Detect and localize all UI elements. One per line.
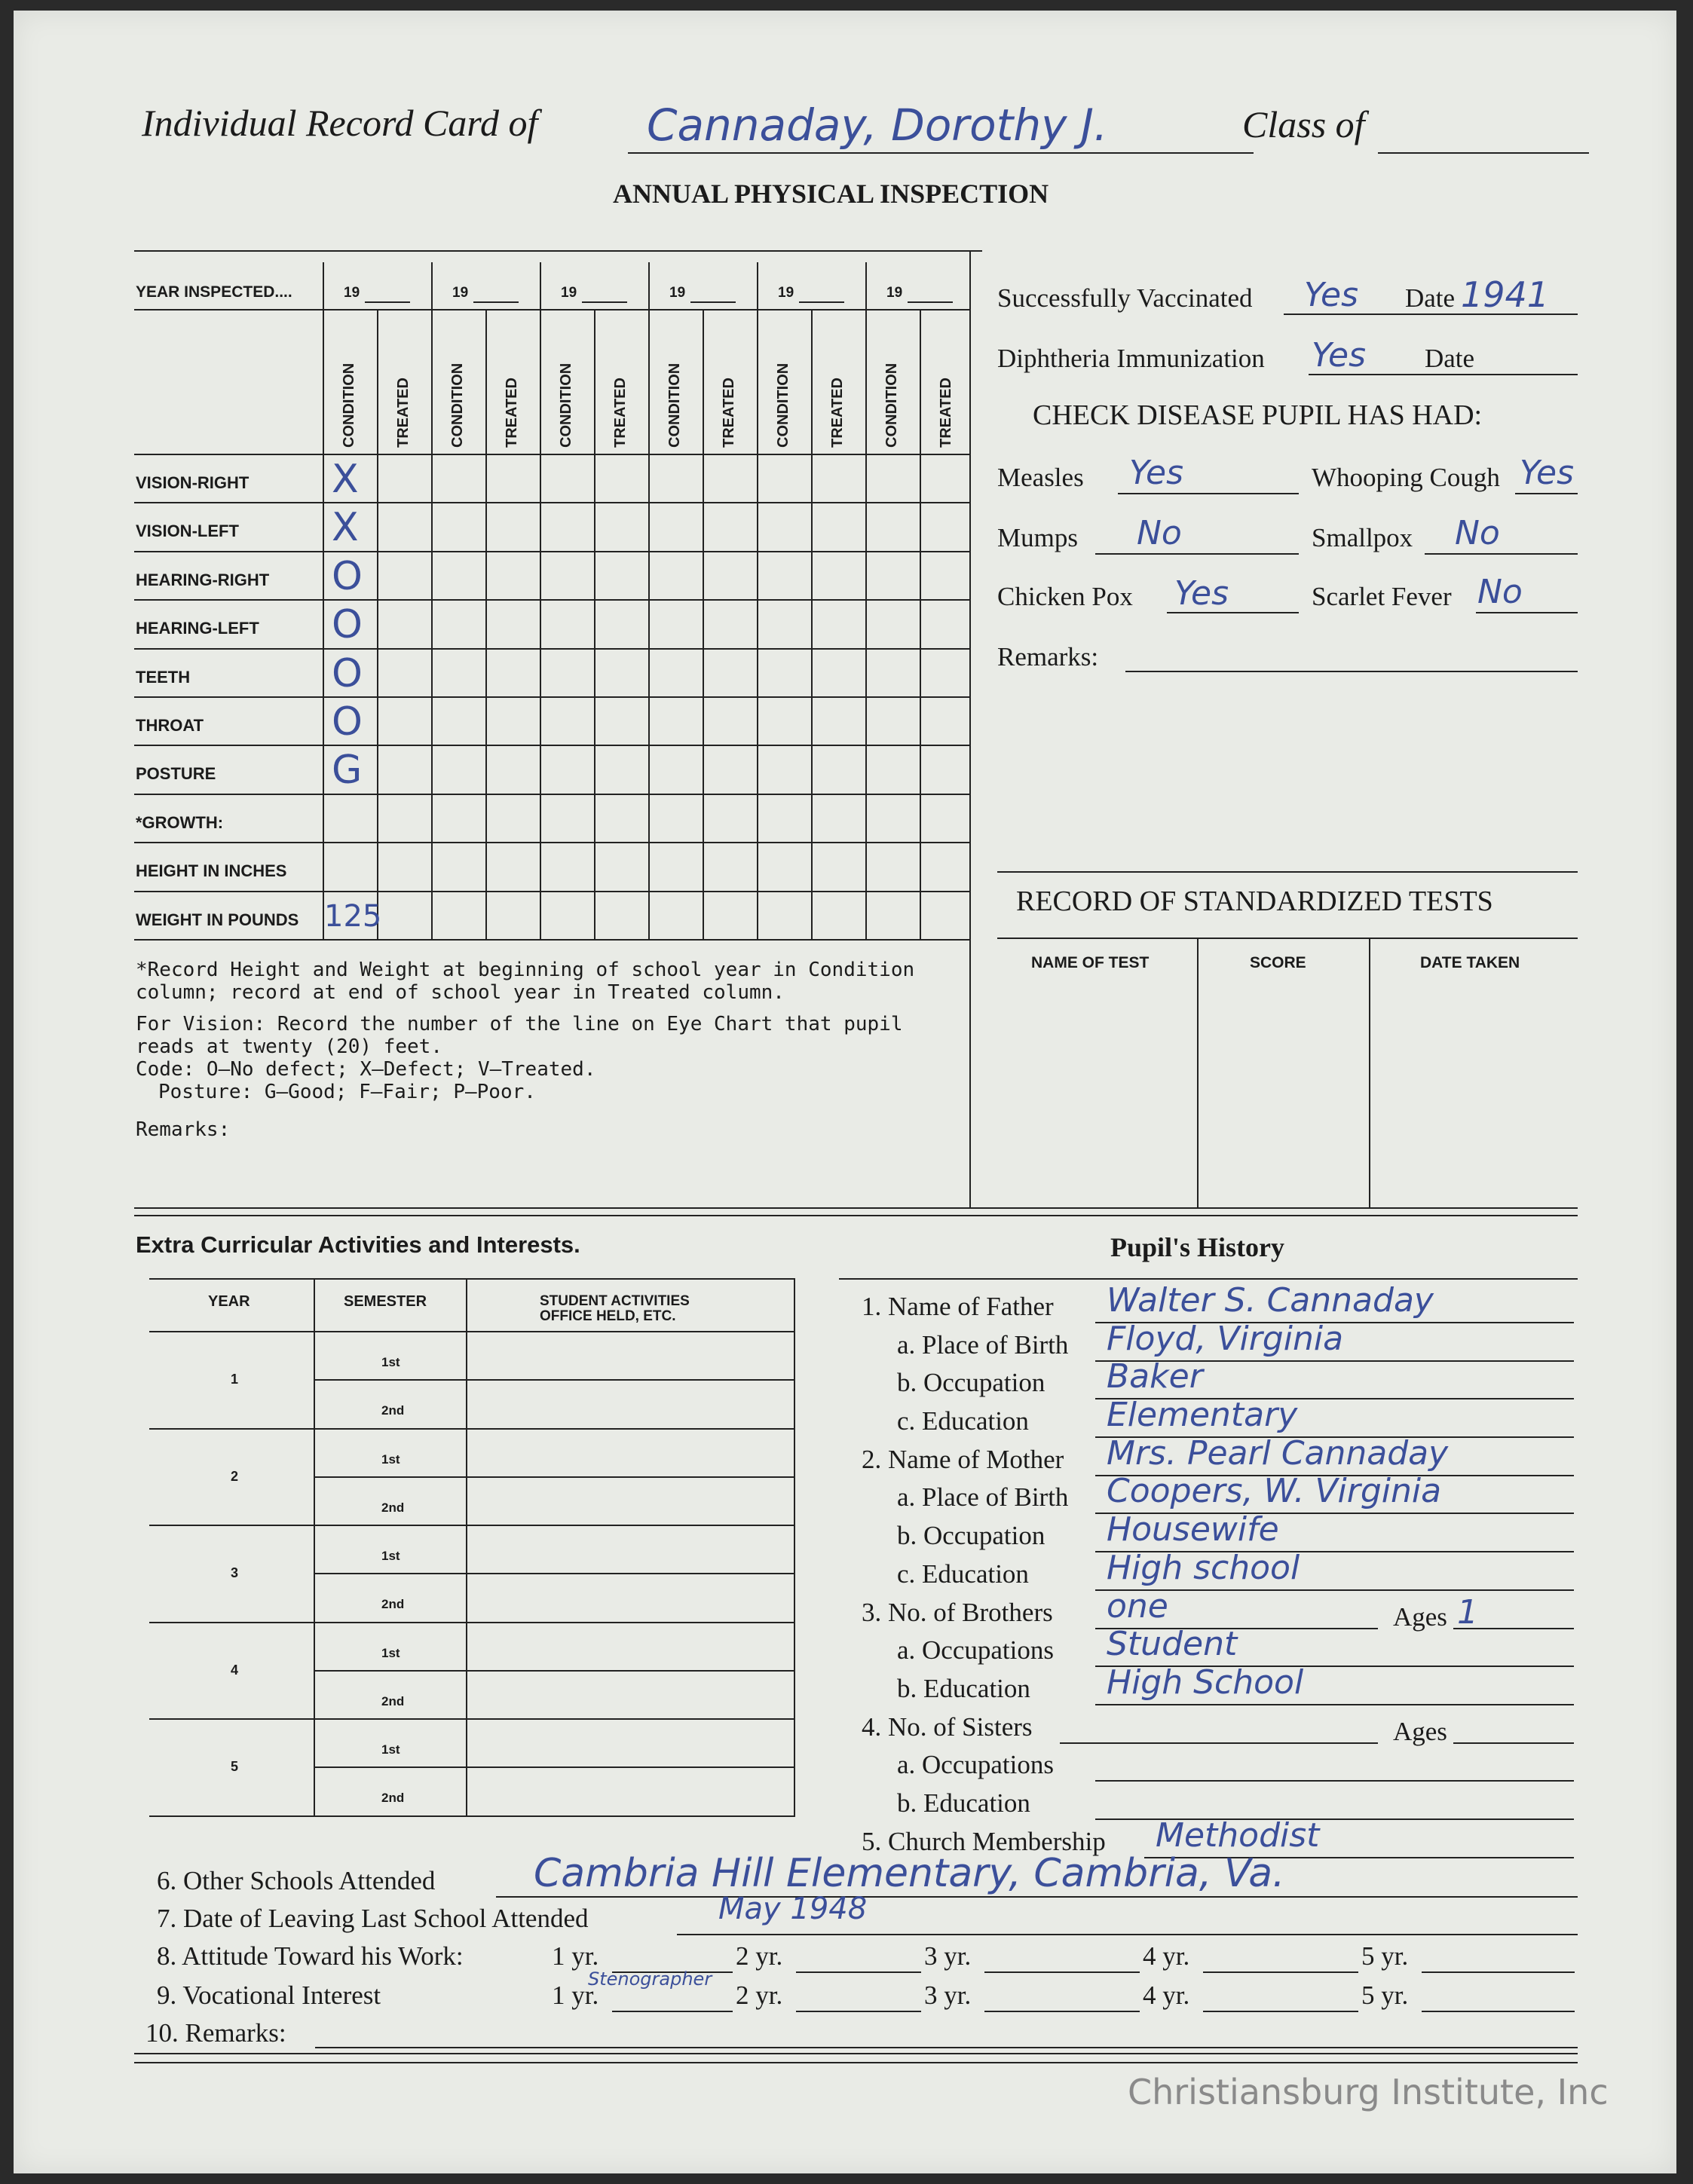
activities-heading: Extra Curricular Activities and Interests.	[136, 1231, 580, 1258]
disease-whooping-cough: Whooping Cough	[1312, 463, 1500, 492]
col-office: OFFICE HELD, ETC.	[540, 1308, 676, 1324]
row-label: *GROWTH:	[136, 812, 224, 832]
history-label: b. Occupation	[897, 1521, 1045, 1550]
note-line: For Vision: Record the number of the line on Eye Chart that pupil	[136, 1013, 903, 1035]
history-heading: Pupil's History	[1110, 1232, 1285, 1262]
grid-column-line	[920, 309, 921, 939]
grid-row-line	[134, 842, 969, 843]
tests-col-score: SCORE	[1250, 954, 1306, 971]
sisters-ages-label: Ages	[1393, 1717, 1447, 1746]
blank-line	[315, 2047, 1578, 2048]
history-value: Housewife	[1107, 1510, 1279, 1549]
year-column-label: 3 yr.	[924, 1981, 972, 2010]
year-column-label: 5 yr.	[1361, 1981, 1409, 2010]
treated-header: TREATED	[829, 378, 846, 448]
year-column-label: 1 yr.	[552, 1941, 599, 1971]
attitude-label: 8. Attitude Toward his Work:	[157, 1941, 464, 1971]
table-line	[314, 1573, 794, 1574]
row-label: HEARING-LEFT	[136, 619, 259, 638]
table-line	[149, 1428, 794, 1430]
grid-column-line	[594, 309, 595, 939]
disease-smallpox: Smallpox	[1312, 523, 1413, 552]
history-value: Methodist	[1156, 1816, 1320, 1855]
condition-header: CONDITION	[449, 362, 466, 448]
semester-label: 2nd	[381, 1693, 405, 1708]
year-field: 19	[561, 285, 577, 301]
history-label: 2. Name of Mother	[862, 1445, 1064, 1474]
grid-row-line	[134, 794, 969, 795]
history-label: a. Place of Birth	[897, 1482, 1069, 1512]
leaving-value: May 1948	[718, 1892, 868, 1926]
semester-label: 1st	[381, 1355, 400, 1369]
table-line	[149, 1718, 794, 1720]
table-line	[149, 1622, 794, 1623]
condition-header: CONDITION	[558, 362, 574, 448]
note-line: Posture: G—Good; F—Fair; P—Poor.	[158, 1081, 536, 1103]
table-line	[794, 1278, 795, 1817]
year-column-label: 2 yr.	[736, 1981, 783, 2010]
history-label: 1. Name of Father	[862, 1292, 1054, 1321]
history-label: 3. No. of Brothers	[862, 1598, 1053, 1627]
table-line	[149, 1278, 794, 1280]
grid-row-line	[134, 891, 969, 892]
blank-line	[1203, 1971, 1358, 1973]
history-value: one	[1107, 1587, 1168, 1626]
year-column-label: 1 yr.	[552, 1981, 599, 2010]
year-field: 19	[778, 285, 794, 301]
history-value: Walter S. Cannaday	[1107, 1281, 1434, 1320]
grid-column-line	[377, 309, 378, 939]
tests-col-date: DATE TAKEN	[1420, 954, 1520, 971]
note-line: reads at twenty (20) feet.	[136, 1035, 442, 1058]
vaccinated-date-label: Date	[1405, 283, 1456, 313]
blank-line	[796, 1971, 921, 1973]
pupil-name: Cannaday, Dorothy J.	[647, 99, 1108, 151]
year-inspected-label: YEAR INSPECTED....	[136, 283, 292, 301]
history-blank	[1060, 1742, 1378, 1744]
row-label: HEARING-RIGHT	[136, 570, 270, 589]
row-label: VISION-RIGHT	[136, 473, 250, 492]
semester-label: 2nd	[381, 1403, 405, 1418]
brothers-ages-value: 1	[1457, 1593, 1478, 1632]
brothers-ages-label: Ages	[1393, 1602, 1447, 1632]
disease-measles: Measles	[997, 463, 1084, 492]
row-label: TEETH	[136, 667, 191, 687]
semester-label: 1st	[381, 1742, 400, 1757]
history-value: Coopers, W. Virginia	[1107, 1472, 1442, 1510]
year-field: 19	[344, 285, 360, 301]
year-field: 19	[669, 285, 686, 301]
grid-row-line	[134, 745, 969, 746]
grid-row-line	[134, 599, 969, 601]
col-activities: STUDENT ACTIVITIES	[540, 1293, 690, 1309]
grid-row-line	[134, 648, 969, 650]
year-column-label: 2 yr.	[736, 1941, 783, 1971]
card-title	[142, 101, 537, 145]
table-line	[149, 1525, 794, 1526]
history-label: b. Education	[897, 1788, 1030, 1818]
row-label: VISION-LEFT	[136, 522, 239, 541]
blank-line	[984, 2011, 1140, 2012]
row-label: WEIGHT IN POUNDS	[136, 910, 299, 929]
tests-col-name: NAME OF TEST	[1031, 954, 1150, 971]
history-label: a. Occupations	[897, 1750, 1054, 1779]
other-schools-value: Cambria Hill Elementary, Cambria, Va.	[534, 1851, 1285, 1896]
year-blank	[473, 301, 519, 303]
blank-line	[1203, 2011, 1358, 2012]
blank-line	[1422, 1971, 1575, 1973]
blank-line	[496, 1896, 1578, 1898]
table-line	[149, 1815, 794, 1817]
year-number: 4	[231, 1662, 239, 1678]
record-card	[14, 11, 1676, 2173]
year-blank	[908, 301, 953, 303]
table-line	[314, 1766, 794, 1768]
inspection-mark: O	[332, 553, 363, 599]
condition-header: CONDITION	[883, 362, 900, 448]
other-schools-label: 6. Other Schools Attended	[157, 1866, 436, 1895]
table-line	[314, 1670, 794, 1672]
inspection-mark: X	[332, 505, 359, 551]
year-blank	[365, 301, 410, 303]
history-blank	[1095, 1704, 1574, 1705]
history-label: a. Occupations	[897, 1635, 1054, 1665]
diphtheria-value: Yes	[1312, 336, 1367, 375]
treated-header: TREATED	[395, 378, 412, 448]
health-remarks-label: Remarks:	[997, 642, 1099, 671]
year-blank	[582, 301, 627, 303]
inspection-notes	[136, 959, 914, 1141]
diphtheria-date-label: Date	[1425, 344, 1475, 373]
treated-header: TREATED	[504, 378, 520, 448]
inspection-mark: G	[332, 748, 363, 794]
history-label: 4. No. of Sisters	[862, 1712, 1033, 1742]
year-number: 2	[231, 1468, 239, 1484]
watermark: Christiansburg Institute, Inc	[1128, 2072, 1609, 2112]
note-line: Remarks:	[136, 1118, 231, 1141]
row-label: THROAT	[136, 716, 204, 735]
grid-row-line	[134, 551, 969, 552]
table-line	[466, 1278, 467, 1817]
note-line: column; record at end of school year in Treated column.	[136, 981, 785, 1004]
vaccinated-value: Yes	[1304, 276, 1359, 314]
inspection-mark: O	[332, 650, 363, 696]
condition-header: CONDITION	[775, 362, 791, 448]
year-column-label: 5 yr.	[1361, 1941, 1409, 1971]
year-number: 1	[231, 1372, 239, 1387]
disease-scarlet-fever: Scarlet Fever	[1312, 582, 1452, 611]
history-blank	[1453, 1742, 1574, 1744]
treated-header: TREATED	[721, 378, 737, 448]
inspection-mark: 125	[324, 898, 382, 934]
history-value: Elementary	[1107, 1396, 1298, 1434]
grid-row-line	[134, 696, 969, 698]
condition-header: CONDITION	[341, 362, 357, 448]
blank-line	[612, 2011, 733, 2012]
history-value: High school	[1107, 1549, 1300, 1587]
grid-row-line	[134, 502, 969, 503]
table-line	[314, 1379, 794, 1381]
treated-header: TREATED	[938, 378, 954, 448]
row-label: POSTURE	[136, 764, 216, 784]
table-line	[314, 1476, 794, 1478]
grid-column-line	[485, 309, 487, 939]
row-label: HEIGHT IN INCHES	[136, 861, 287, 881]
grid-column-line	[703, 309, 704, 939]
vaccinated-date: 1941	[1461, 274, 1550, 315]
year-column-label: 4 yr.	[1143, 1941, 1190, 1971]
blank-line	[677, 1934, 1578, 1935]
year-blank	[799, 301, 844, 303]
vaccinated-row	[997, 283, 1253, 314]
year-field: 19	[886, 285, 903, 301]
disease-smallpox-value: No	[1455, 514, 1500, 552]
blank-line	[984, 1971, 1140, 1973]
history-value: Mrs. Pearl Cannaday	[1107, 1434, 1449, 1473]
semester-label: 2nd	[381, 1500, 405, 1515]
year-column-label: 3 yr.	[924, 1941, 972, 1971]
grid-column-line	[811, 309, 813, 939]
blank-line	[1422, 2011, 1575, 2012]
history-value: Floyd, Virginia	[1107, 1320, 1344, 1358]
vocational-value: Stenographer	[588, 1968, 712, 1990]
history-label: 5. Church Membership	[862, 1827, 1106, 1856]
disease-measles-value: Yes	[1129, 454, 1184, 492]
history-value: High School	[1107, 1663, 1304, 1702]
class-label: Class of	[1242, 103, 1365, 145]
history-label: c. Education	[897, 1559, 1029, 1589]
year-number: 5	[231, 1759, 239, 1774]
remarks-label: 10. Remarks:	[145, 2018, 286, 2048]
history-value: Baker	[1107, 1357, 1203, 1396]
note-line: *Record Height and Weight at beginning of school year in Condition	[136, 959, 915, 981]
disease-scarlet-fever-value: No	[1477, 573, 1523, 611]
inspection-mark: O	[332, 602, 363, 648]
inspection-mark: O	[332, 699, 363, 745]
subtitle: ANNUAL PHYSICAL INSPECTION	[613, 179, 1049, 209]
year-blank	[690, 301, 736, 303]
treated-header: TREATED	[612, 378, 629, 448]
diphtheria-label: Diphtheria Immunization	[997, 344, 1265, 373]
title-prefix: Individual Record Card of	[142, 102, 538, 144]
year-column-label: 4 yr.	[1143, 1981, 1190, 2010]
year-number: 3	[231, 1565, 239, 1580]
semester-label: 1st	[381, 1451, 400, 1467]
tests-heading: RECORD OF STANDARDIZED TESTS	[1016, 886, 1493, 917]
history-label: a. Place of Birth	[897, 1330, 1069, 1360]
vaccinated-label: Successfully Vaccinated	[997, 283, 1253, 313]
history-label: b. Occupation	[897, 1368, 1045, 1397]
year-field: 19	[452, 285, 469, 301]
disease-chicken-pox-value: Yes	[1174, 574, 1229, 613]
inspection-mark: X	[332, 457, 359, 502]
disease-mumps-value: No	[1137, 514, 1182, 552]
vocational-label: 9. Vocational Interest	[157, 1981, 381, 2010]
semester-label: 1st	[381, 1645, 400, 1660]
col-year: YEAR	[208, 1293, 250, 1310]
note-line: Code: O—No defect; X—Defect; V—Treated.	[136, 1058, 596, 1081]
semester-label: 1st	[381, 1549, 400, 1563]
leaving-label: 7. Date of Leaving Last School Attended	[157, 1904, 589, 1933]
disease-heading: CHECK DISEASE PUPIL HAS HAD:	[1033, 399, 1483, 431]
disease-whooping-cough-value: Yes	[1520, 454, 1575, 492]
table-line	[149, 1331, 794, 1332]
condition-header: CONDITION	[666, 362, 683, 448]
history-label: b. Education	[897, 1674, 1030, 1703]
history-label: c. Education	[897, 1406, 1029, 1436]
history-value: Student	[1107, 1625, 1238, 1663]
disease-mumps: Mumps	[997, 523, 1078, 552]
history-blank	[1095, 1780, 1574, 1782]
disease-chicken-pox: Chicken Pox	[997, 582, 1133, 611]
blank-line	[796, 2011, 921, 2012]
table-line	[314, 1278, 315, 1817]
grid-column-line	[969, 262, 971, 939]
semester-label: 2nd	[381, 1597, 405, 1612]
semester-label: 2nd	[381, 1791, 405, 1806]
col-semester: SEMESTER	[344, 1293, 427, 1310]
